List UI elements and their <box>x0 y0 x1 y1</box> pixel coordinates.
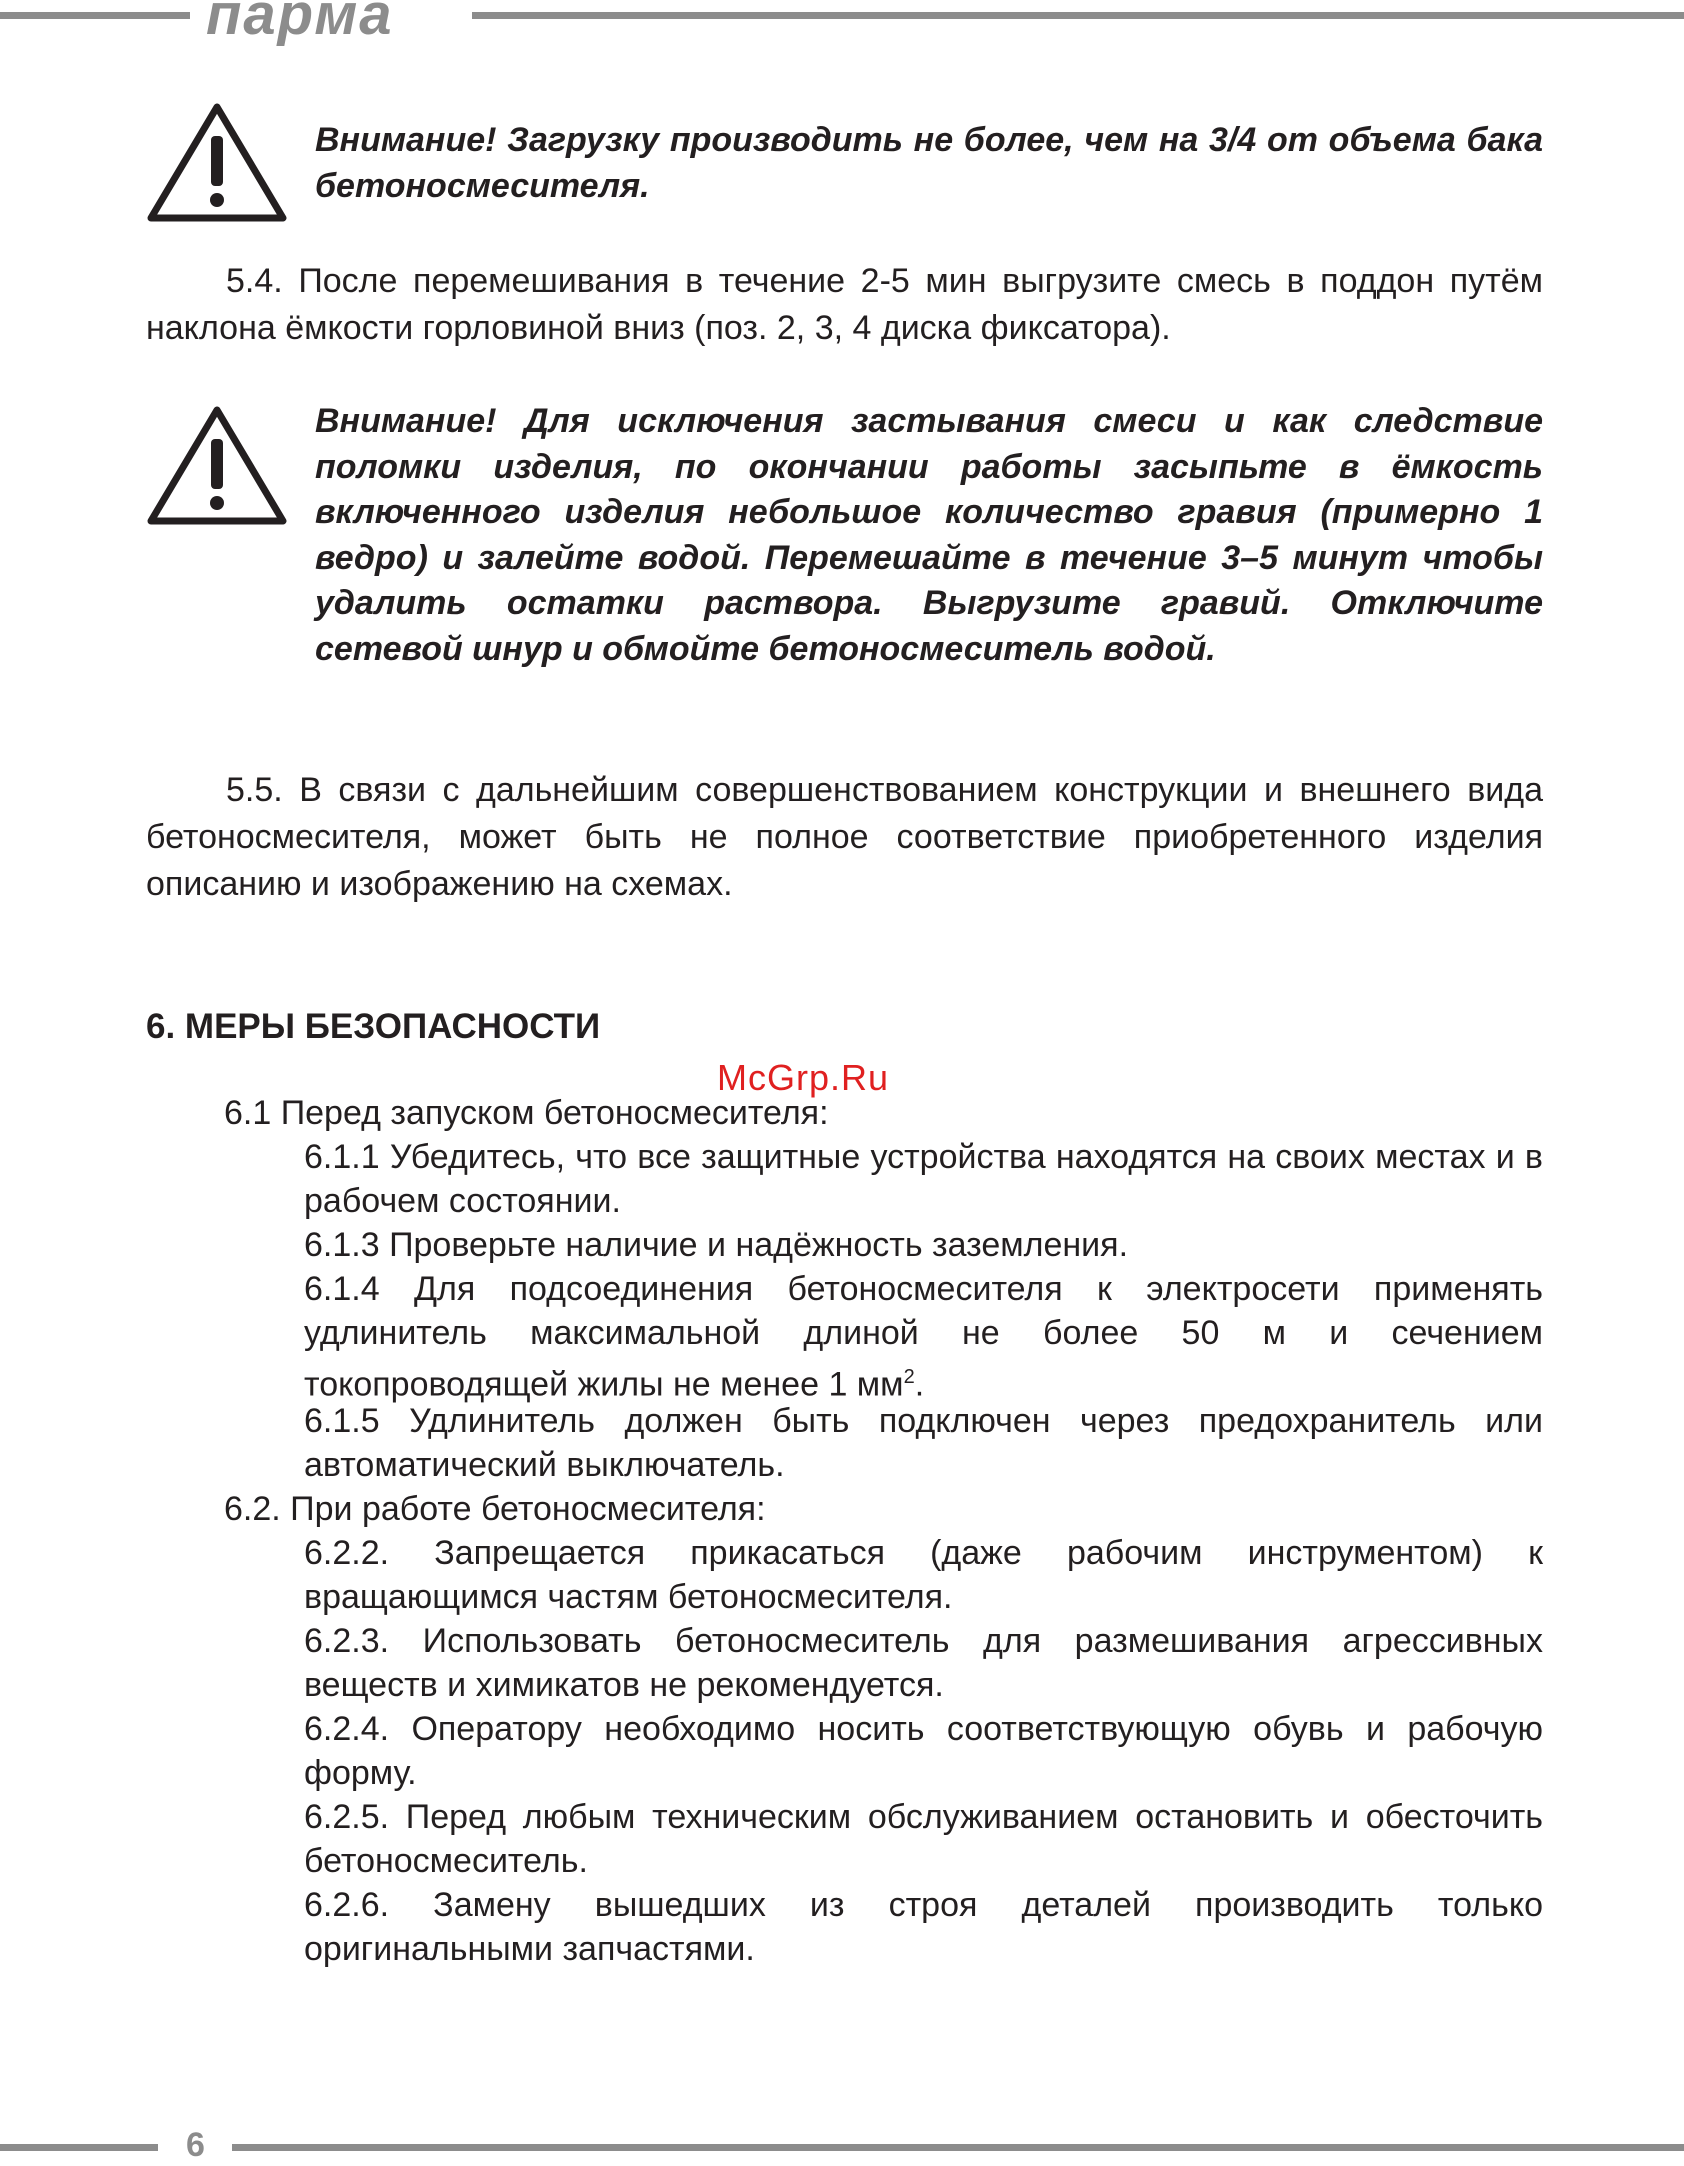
list-item-6-1-4-text: 6.1.4 Для подсоединения бетоносмесителя к электросети применять удлинитель максимальной длиной не более 50 м и сечением токопроводящей жилы не менее 1 мм <box>304 1270 1543 1404</box>
list-item-6-2: 6.2. При работе бетоносмесителя: <box>224 1490 766 1528</box>
watermark: McGrp.Ru <box>717 1057 890 1098</box>
section-title: 6. МЕРЫ БЕЗОПАСНОСТИ <box>146 1007 601 1046</box>
paragraph-5-4: 5.4. После перемешивания в течение 2-5 мин выгрузите смесь в поддон путём наклона ёмкости горловиной вниз (поз. 2, 3, 4 диска фиксатора). <box>146 262 1543 347</box>
header-rule-left <box>0 12 190 19</box>
warning-text-cleaning: Внимание! Для исключения застывания смеси и как следствие поломки изделия, по окончании работы засыпьте в ёмкость включенного изделия небольшое количество гравия (примерно 1 ведро) и залейте водой. Перемешайте в течение 3–5 минут чтобы удалить остатки раствора. Выгрузите гравий. Отключите сетевой шнур и обмойте бетоносмеситель водой. <box>315 402 1543 668</box>
superscript: 2 <box>903 1366 915 1388</box>
list-item-6-1-4-end: . <box>914 1365 925 1404</box>
list-item-6-2-4: 6.2.4. Оператору необходимо носить соответствующую обувь и рабочую форму. <box>304 1710 1543 1792</box>
list-item-6-1-3: 6.1.3 Проверьте наличие и надёжность заземления. <box>304 1226 1129 1264</box>
warning-text-load: Внимание! Загрузку производить не более, чем на 3/4 от объема бака бетоносмесителя. <box>315 121 1543 205</box>
page-number: 6 <box>186 2126 205 2164</box>
list-item-6-2-2: 6.2.2. Запрещается прикасаться (даже рабочим инструментом) к вращающимся частям бетоносмесителя. <box>304 1534 1543 1616</box>
header-rule-right <box>472 12 1684 19</box>
list-item-6-2-5: 6.2.5. Перед любым техническим обслуживанием остановить и обесточить бетоносмеситель. <box>304 1798 1543 1880</box>
list-item-6-1-5: 6.1.5 Удлинитель должен быть подключен через предохранитель или автоматический выключатель. <box>304 1402 1543 1484</box>
brand-logo: парма <box>206 0 394 47</box>
list-item-6-2-6: 6.2.6. Замену вышедших из строя деталей производить только оригинальными запчастями. <box>304 1886 1543 1968</box>
paragraph-5-5: 5.5. В связи с дальнейшим совершенствованием конструкции и внешнего вида бетоносмесителя, может быть не полное соответствие приобретенного изделия описанию и изображению на схемах. <box>146 771 1543 903</box>
list-item-6-2-3: 6.2.3. Использовать бетоносмеситель для размешивания агрессивных веществ и химикатов не рекомендуется. <box>304 1622 1543 1704</box>
warning-icon <box>146 100 288 226</box>
footer-rule-left <box>0 2144 158 2151</box>
list-item-6-1-1: 6.1.1 Убедитесь, что все защитные устройства находятся на своих местах и в рабочем состоянии. <box>304 1138 1543 1220</box>
footer-rule-right <box>232 2144 1684 2151</box>
warning-icon <box>146 403 288 529</box>
list-item-6-1: 6.1 Перед запуском бетоносмесителя: <box>224 1094 829 1132</box>
list-item-6-1-4 <box>304 1267 1543 1406</box>
